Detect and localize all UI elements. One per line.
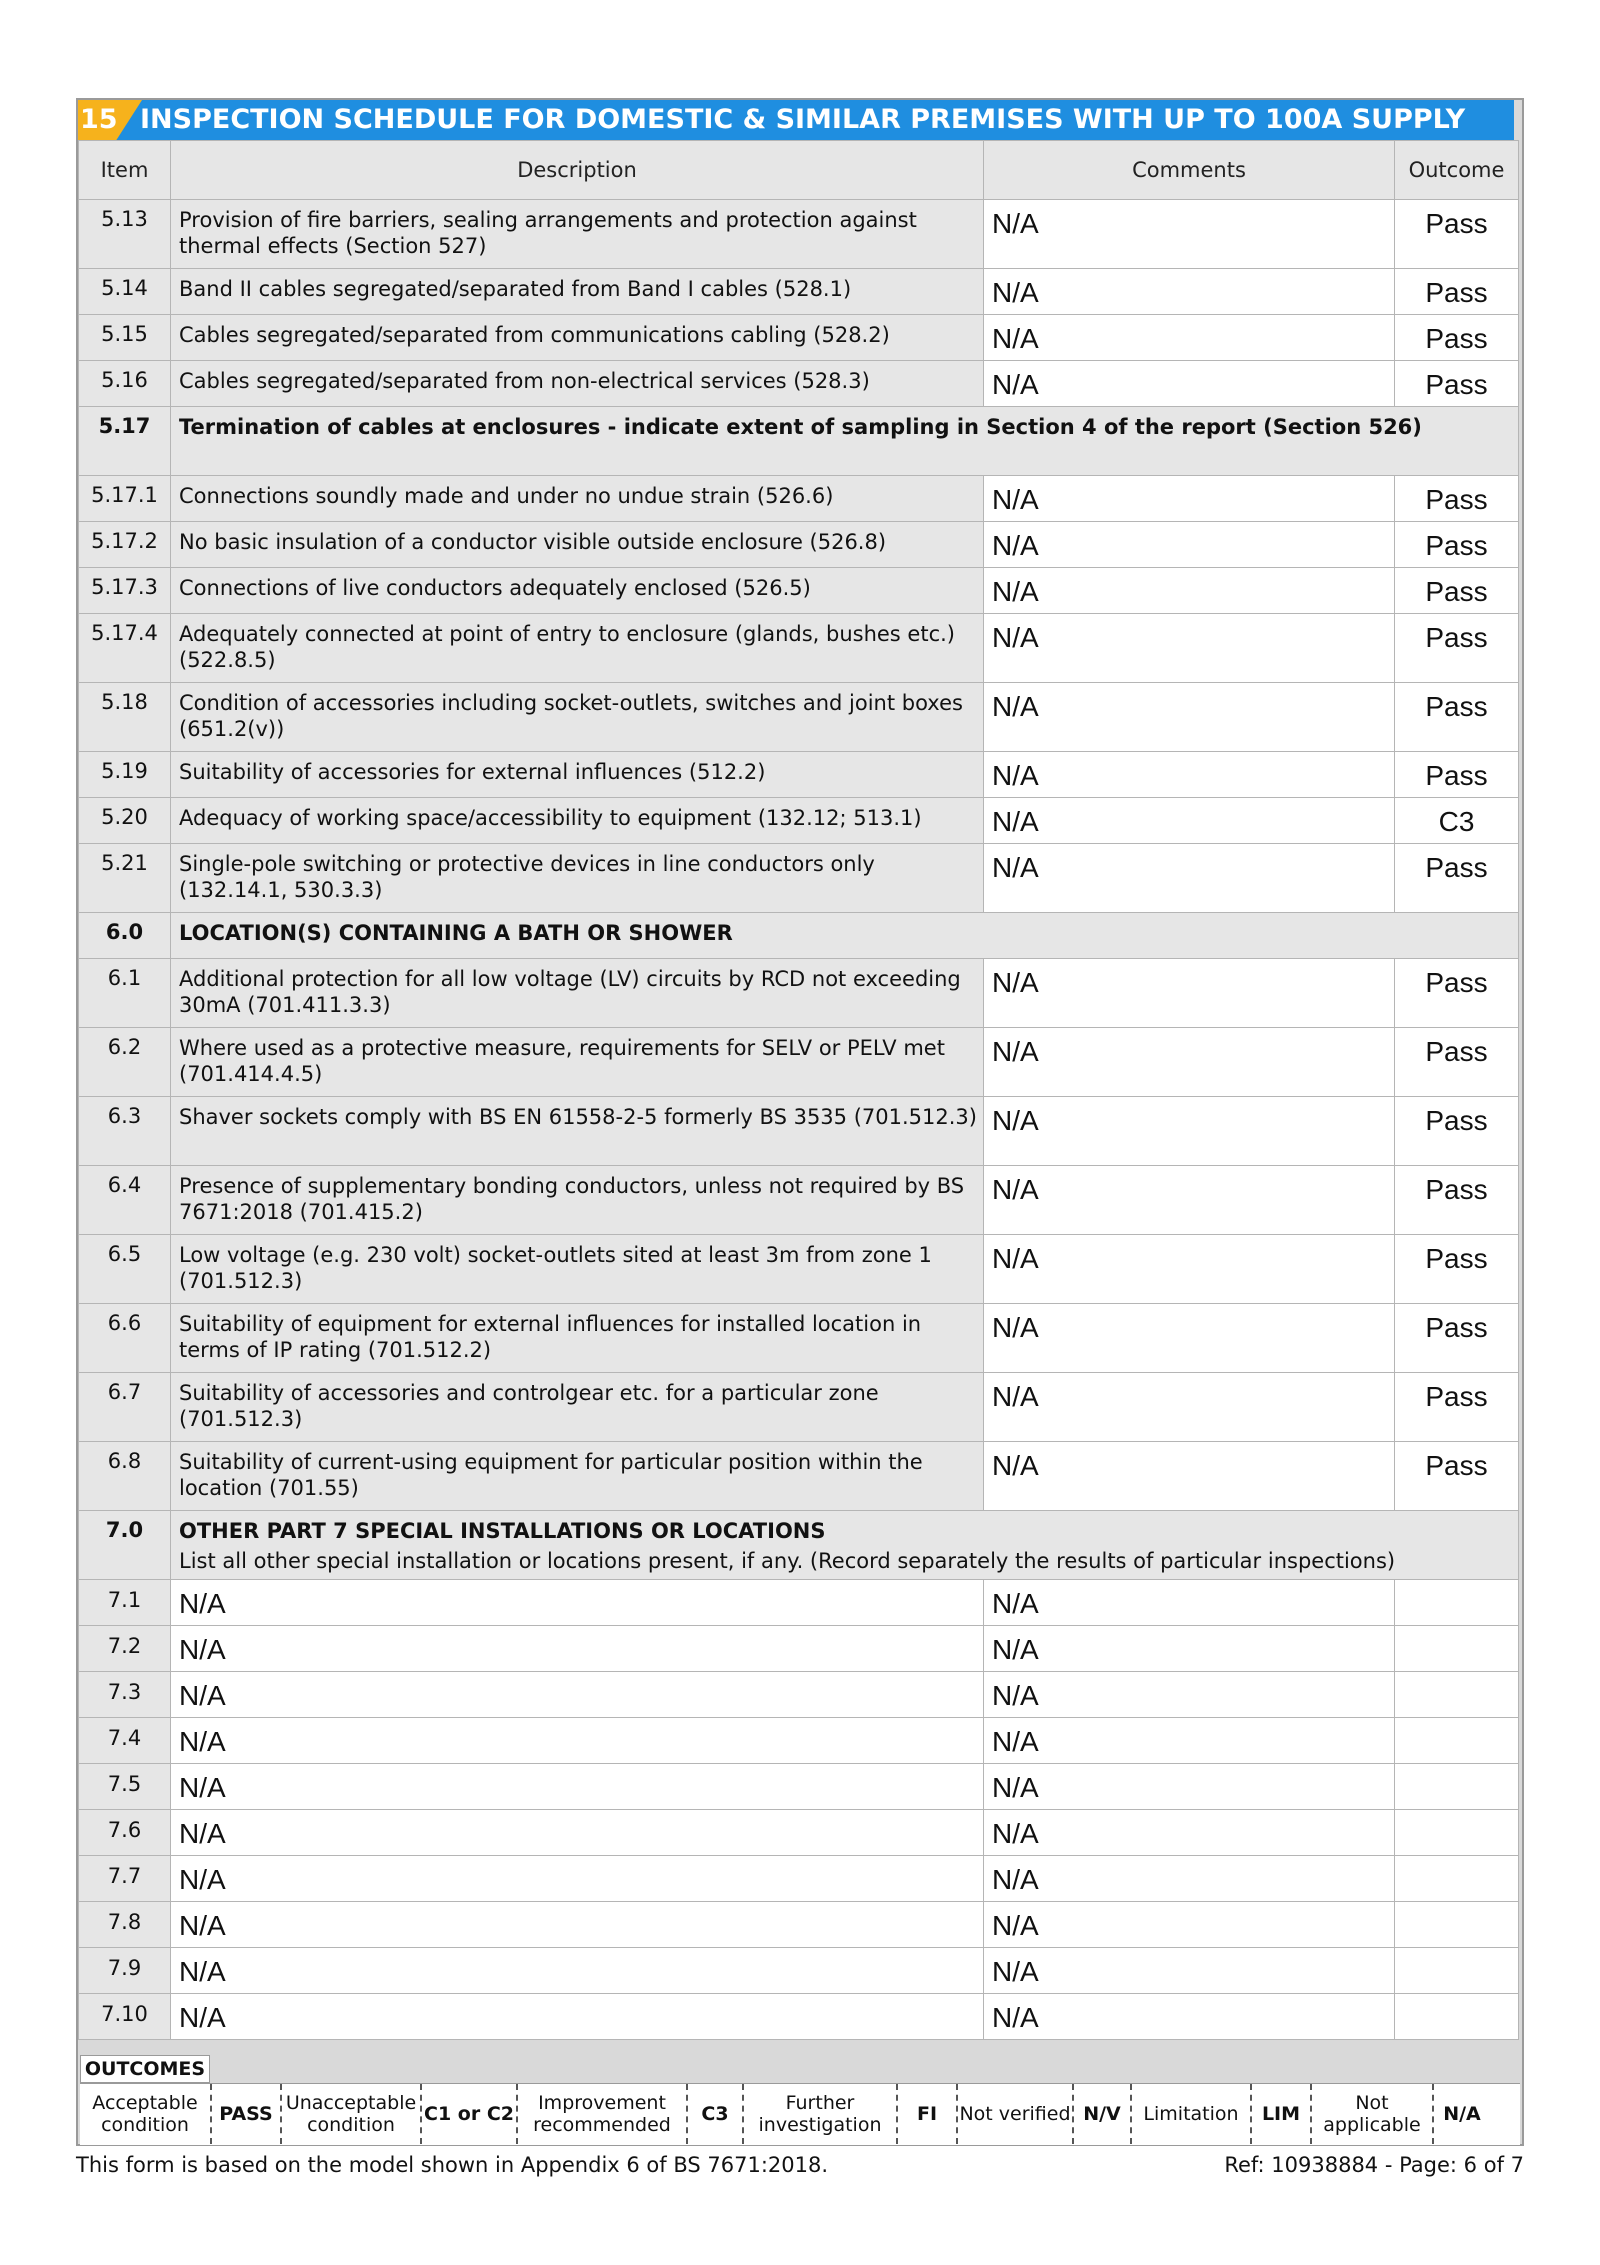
item-number: 7.9 xyxy=(79,1948,171,1994)
outcome-field: Pass xyxy=(1395,1166,1519,1235)
outcome-field xyxy=(1395,1902,1519,1948)
legend-code: N/A xyxy=(1443,2103,1481,2125)
item-description: Suitability of current-using equipment for particular position within the location (701.55) xyxy=(171,1442,984,1511)
item-number: 7.10 xyxy=(79,1994,171,2040)
legend-description: Further investigation xyxy=(744,2084,898,2144)
comment-field: N/A xyxy=(984,269,1395,315)
item-description: Band II cables segregated/separated from Band I cables (528.1) xyxy=(171,269,984,315)
item-description: Condition of accessories including socket-outlets, switches and joint boxes (651.2(v)) xyxy=(171,683,984,752)
item-description: Where used as a protective measure, requirements for SELV or PELV met (701.414.4.5) xyxy=(171,1028,984,1097)
item-description: Connections soundly made and under no undue strain (526.6) xyxy=(171,476,984,522)
legend-code: PASS xyxy=(212,2084,282,2144)
table-row xyxy=(79,1902,1519,1948)
item-description: Low voltage (e.g. 230 volt) socket-outlets sited at least 3m from zone 1 (701.512.3) xyxy=(171,1235,984,1304)
item-description: Connections of live conductors adequately enclosed (526.5) xyxy=(171,568,984,614)
column-header-description: Description xyxy=(171,141,984,200)
section-title-text: OTHER PART 7 SPECIAL INSTALLATIONS OR LOCATIONS xyxy=(179,1519,826,1543)
installation-description-field: N/A xyxy=(171,1718,984,1764)
comment-field: N/A xyxy=(984,315,1395,361)
table-row xyxy=(79,1672,1519,1718)
table-row xyxy=(79,476,1519,522)
section-row xyxy=(79,913,1519,959)
section-row xyxy=(79,407,1519,476)
comment-field: N/A xyxy=(984,1097,1395,1166)
item-number: 5.13 xyxy=(79,200,171,269)
item-number: 7.1 xyxy=(79,1580,171,1626)
comment-field: N/A xyxy=(984,1580,1395,1626)
item-number: 5.16 xyxy=(79,361,171,407)
table-row xyxy=(79,1856,1519,1902)
outcome-field xyxy=(1395,1672,1519,1718)
table-row xyxy=(79,269,1519,315)
outcome-field: Pass xyxy=(1395,844,1519,913)
column-header-outcome: Outcome xyxy=(1395,141,1519,200)
table-row xyxy=(79,798,1519,844)
legend-description: Not applicable xyxy=(1312,2084,1434,2144)
item-number: 6.0 xyxy=(79,913,171,959)
item-number: 5.17.3 xyxy=(79,568,171,614)
installation-description-field: N/A xyxy=(171,1948,984,1994)
table-row xyxy=(79,1948,1519,1994)
item-number: 7.8 xyxy=(79,1902,171,1948)
item-number: 6.2 xyxy=(79,1028,171,1097)
comment-field: N/A xyxy=(984,844,1395,913)
item-description: Cables segregated/separated from non-electrical services (528.3) xyxy=(171,361,984,407)
comment-field: N/A xyxy=(984,798,1395,844)
table-row xyxy=(79,522,1519,568)
table-row xyxy=(79,959,1519,1028)
comment-field: N/A xyxy=(984,683,1395,752)
table-row xyxy=(79,200,1519,269)
comment-field: N/A xyxy=(984,614,1395,683)
outcome-field xyxy=(1395,1948,1519,1994)
item-number: 6.3 xyxy=(79,1097,171,1166)
installation-description-field: N/A xyxy=(171,1994,984,2040)
legend-description: Improvement recommended xyxy=(518,2084,688,2144)
item-number: 5.21 xyxy=(79,844,171,913)
comment-field: N/A xyxy=(984,1948,1395,1994)
item-number: 7.6 xyxy=(79,1810,171,1856)
outcome-field xyxy=(1395,1580,1519,1626)
column-header-comments: Comments xyxy=(984,141,1395,200)
outcome-field: Pass xyxy=(1395,522,1519,568)
item-number: 7.0 xyxy=(79,1511,171,1580)
item-number: 5.17.1 xyxy=(79,476,171,522)
table-row xyxy=(79,1994,1519,2040)
item-description: Suitability of accessories for external influences (512.2) xyxy=(171,752,984,798)
outcome-field: Pass xyxy=(1395,1442,1519,1511)
outcome-field xyxy=(1395,1718,1519,1764)
item-description: No basic insulation of a conductor visible outside enclosure (526.8) xyxy=(171,522,984,568)
outcome-field: Pass xyxy=(1395,614,1519,683)
item-description: Single-pole switching or protective devices in line conductors only (132.14.1, 530.3.3) xyxy=(171,844,984,913)
section-heading xyxy=(171,913,1519,959)
outcome-field: Pass xyxy=(1395,361,1519,407)
outcome-field: Pass xyxy=(1395,959,1519,1028)
column-header-item: Item xyxy=(79,141,171,200)
item-number: 5.20 xyxy=(79,798,171,844)
item-number: 5.17 xyxy=(79,407,171,476)
installation-description-field: N/A xyxy=(171,1626,984,1672)
inspection-schedule-table xyxy=(78,140,1519,2040)
item-number: 6.4 xyxy=(79,1166,171,1235)
section-title: INSPECTION SCHEDULE FOR DOMESTIC & SIMILAR PREMISES WITH UP TO 100A SUPPLY xyxy=(140,104,1466,135)
table-row xyxy=(79,1304,1519,1373)
footer-note: This form is based on the model shown in Appendix 6 of BS 7671:2018. xyxy=(76,2153,829,2177)
item-number: 5.17.2 xyxy=(79,522,171,568)
comment-field: N/A xyxy=(984,361,1395,407)
table-row xyxy=(79,1718,1519,1764)
installation-description-field: N/A xyxy=(171,1856,984,1902)
item-number: 6.8 xyxy=(79,1442,171,1511)
comment-field: N/A xyxy=(984,1902,1395,1948)
item-number: 7.5 xyxy=(79,1764,171,1810)
item-number: 7.7 xyxy=(79,1856,171,1902)
item-description: Suitability of accessories and controlgear etc. for a particular zone (701.512.3) xyxy=(171,1373,984,1442)
comment-field: N/A xyxy=(984,1166,1395,1235)
comment-field: N/A xyxy=(984,959,1395,1028)
outcome-field: Pass xyxy=(1395,1235,1519,1304)
installation-description-field: N/A xyxy=(171,1764,984,1810)
comment-field: N/A xyxy=(984,752,1395,798)
table-row xyxy=(79,1764,1519,1810)
installation-description-field: N/A xyxy=(171,1672,984,1718)
comment-field: N/A xyxy=(984,1718,1395,1764)
item-number: 5.15 xyxy=(79,315,171,361)
outcome-field: Pass xyxy=(1395,1028,1519,1097)
item-number: 6.5 xyxy=(79,1235,171,1304)
item-description: Presence of supplementary bonding conductors, unless not required by BS 7671:2018 (701.415.2) xyxy=(171,1166,984,1235)
outcome-field: Pass xyxy=(1395,752,1519,798)
outcome-field xyxy=(1395,1994,1519,2040)
comment-field: N/A xyxy=(984,200,1395,269)
section-row xyxy=(79,1511,1519,1580)
section-title-text: LOCATION(S) CONTAINING A BATH OR SHOWER xyxy=(179,921,733,945)
comment-field: N/A xyxy=(984,1373,1395,1442)
outcome-field: Pass xyxy=(1395,269,1519,315)
item-description: Adequacy of working space/accessibility to equipment (132.12; 513.1) xyxy=(171,798,984,844)
table-row xyxy=(79,1028,1519,1097)
legend-code: LIM xyxy=(1252,2084,1312,2144)
comment-field: N/A xyxy=(984,522,1395,568)
legend-code: C1 or C2 xyxy=(422,2084,518,2144)
item-number: 5.18 xyxy=(79,683,171,752)
table-row xyxy=(79,1626,1519,1672)
legend-code: N/V xyxy=(1074,2084,1132,2144)
item-description: Cables segregated/separated from communications cabling (528.2) xyxy=(171,315,984,361)
outcome-field: Pass xyxy=(1395,315,1519,361)
outcome-field: Pass xyxy=(1395,1097,1519,1166)
comment-field: N/A xyxy=(984,1626,1395,1672)
table-row xyxy=(79,568,1519,614)
comment-field: N/A xyxy=(984,1856,1395,1902)
section-title-text: Termination of cables at enclosures - indicate extent of sampling in Section 4 of the report (Section 526) xyxy=(179,415,1422,439)
outcomes-legend xyxy=(80,2083,1520,2145)
legend-description: Unacceptable condition xyxy=(282,2084,422,2144)
item-number: 5.19 xyxy=(79,752,171,798)
outcomes-label: OUTCOMES xyxy=(80,2055,210,2083)
table-row xyxy=(79,361,1519,407)
section-note-text: List all other special installation or locations present, if any. (Record separately the results of particular inspections) xyxy=(179,1549,1396,1573)
comment-field: N/A xyxy=(984,1442,1395,1511)
table-header-row xyxy=(79,141,1519,200)
item-description: Shaver sockets comply with BS EN 61558-2-5 formerly BS 3535 (701.512.3) xyxy=(171,1097,984,1166)
item-description: Additional protection for all low voltage (LV) circuits by RCD not exceeding 30mA (701.411.3.3) xyxy=(171,959,984,1028)
installation-description-field: N/A xyxy=(171,1810,984,1856)
section-heading xyxy=(171,1511,1519,1580)
table-row xyxy=(79,752,1519,798)
table-row xyxy=(79,1166,1519,1235)
outcome-field: C3 xyxy=(1395,798,1519,844)
table-row xyxy=(79,1810,1519,1856)
outcome-field: Pass xyxy=(1395,1373,1519,1442)
outcome-field: Pass xyxy=(1395,1304,1519,1373)
table-row xyxy=(79,1097,1519,1166)
item-description: Suitability of equipment for external influences for installed location in terms of IP rating (701.512.2) xyxy=(171,1304,984,1373)
outcome-field xyxy=(1395,1856,1519,1902)
installation-description-field: N/A xyxy=(171,1580,984,1626)
comment-field: N/A xyxy=(984,568,1395,614)
comment-field: N/A xyxy=(984,1028,1395,1097)
legend-description: Acceptable condition xyxy=(80,2084,212,2144)
comment-field: N/A xyxy=(984,1672,1395,1718)
item-number: 7.3 xyxy=(79,1672,171,1718)
table-row xyxy=(79,1580,1519,1626)
table-row xyxy=(79,844,1519,913)
installation-description-field: N/A xyxy=(171,1902,984,1948)
section-heading xyxy=(171,407,1519,476)
legend-code: C3 xyxy=(688,2084,744,2144)
item-number: 6.7 xyxy=(79,1373,171,1442)
table-row xyxy=(79,315,1519,361)
outcome-field xyxy=(1395,1810,1519,1856)
comment-field: N/A xyxy=(984,476,1395,522)
comment-field: N/A xyxy=(984,1810,1395,1856)
outcome-field: Pass xyxy=(1395,200,1519,269)
footer-page-ref: Ref: 10938884 - Page: 6 of 7 xyxy=(1224,2153,1524,2177)
item-description: Provision of fire barriers, sealing arrangements and protection against thermal effects (Section 527) xyxy=(171,200,984,269)
outcome-field: Pass xyxy=(1395,683,1519,752)
outcome-field xyxy=(1395,1626,1519,1672)
outcome-field xyxy=(1395,1764,1519,1810)
legend-code: FI xyxy=(898,2084,958,2144)
item-description: Adequately connected at point of entry to enclosure (glands, bushes etc.) (522.8.5) xyxy=(171,614,984,683)
outcome-field: Pass xyxy=(1395,476,1519,522)
item-number: 6.6 xyxy=(79,1304,171,1373)
legend-description: Limitation xyxy=(1132,2084,1252,2144)
item-number: 7.4 xyxy=(79,1718,171,1764)
item-number: 6.1 xyxy=(79,959,171,1028)
table-row xyxy=(79,1235,1519,1304)
comment-field: N/A xyxy=(984,1304,1395,1373)
table-row xyxy=(79,1442,1519,1511)
comment-field: N/A xyxy=(984,1764,1395,1810)
table-row xyxy=(79,614,1519,683)
item-number: 5.14 xyxy=(79,269,171,315)
comment-field: N/A xyxy=(984,1994,1395,2040)
table-row xyxy=(79,1373,1519,1442)
table-row xyxy=(79,683,1519,752)
section-number: 15 xyxy=(80,104,118,135)
comment-field: N/A xyxy=(984,1235,1395,1304)
legend-description: Not verified xyxy=(958,2084,1074,2144)
item-number: 5.17.4 xyxy=(79,614,171,683)
item-number: 7.2 xyxy=(79,1626,171,1672)
outcome-field: Pass xyxy=(1395,568,1519,614)
